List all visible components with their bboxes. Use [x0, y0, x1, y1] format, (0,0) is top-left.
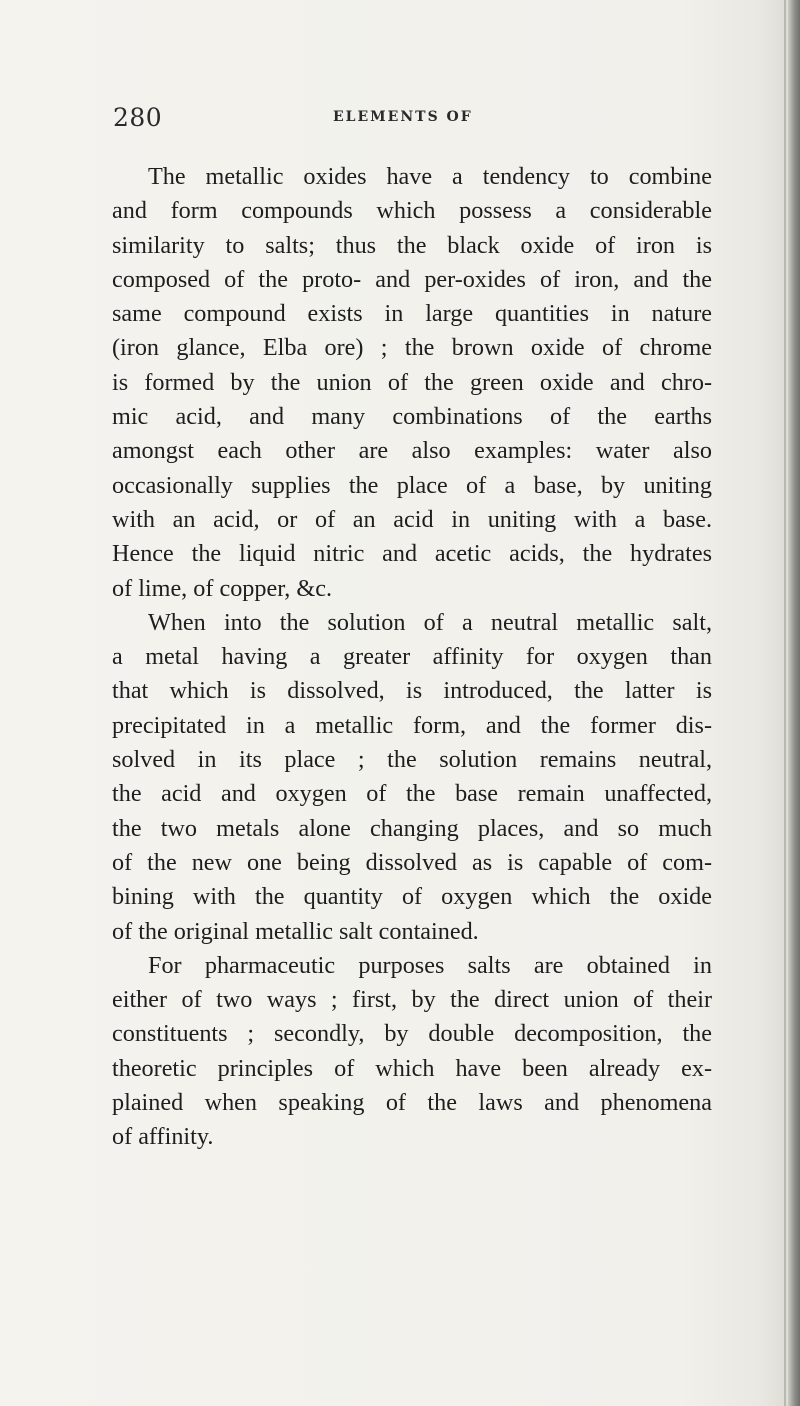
text-line: (iron glance, Elba ore) ; the brown oxide of chrome	[112, 334, 712, 362]
text-line: theoretic principles of which have been already ex-	[112, 1054, 712, 1082]
text-line: The metallic oxides have a tendency to combine	[148, 163, 712, 190]
book-binding-edge	[788, 0, 800, 1406]
text-line: occasionally supplies the place of a base, by uniting	[112, 471, 712, 499]
text-line: the acid and oxygen of the base remain unaffected,	[112, 780, 712, 808]
text-line: bining with the quantity of oxygen which the oxide	[112, 883, 712, 911]
text-line: of the new one being dissolved as is capable of com-	[112, 848, 712, 876]
body-text	[112, 160, 712, 1155]
page-header	[113, 103, 713, 143]
text-line: is formed by the union of the green oxide and chro-	[112, 368, 712, 396]
text-line: with an acid, or of an acid in uniting with a base.	[112, 505, 712, 533]
text-line: Hence the liquid nitric and acetic acids, the hydrates	[112, 540, 712, 568]
text-line: same compound exists in large quantities in nature	[112, 300, 712, 328]
text-line: and form compounds which possess a considerable	[112, 197, 712, 225]
text-line: constituents ; secondly, by double decomposition, the	[112, 1020, 712, 1048]
text-line: When into the solution of a neutral metallic salt,	[148, 608, 712, 636]
text-line: solved in its place ; the solution remains neutral,	[112, 746, 712, 774]
paragraph-2	[112, 606, 712, 949]
text-line: For pharmaceutic purposes salts are obtained in	[148, 951, 712, 979]
text-line: a metal having a greater affinity for oxygen than	[112, 643, 712, 671]
text-line: of affinity.	[112, 1123, 214, 1151]
page-edge-line	[784, 0, 786, 1406]
running-head: ELEMENTS OF	[333, 109, 473, 125]
text-line: that which is dissolved, is introduced, the latter is	[112, 677, 712, 705]
text-line: either of two ways ; first, by the direct union of their	[112, 986, 712, 1014]
text-line: composed of the proto- and per-oxides of iron, and the	[112, 265, 712, 293]
text-line: amongst each other are also examples: water also	[112, 437, 712, 465]
page-number: 280	[113, 103, 163, 132]
text-line: mic acid, and many combinations of the earths	[112, 403, 712, 431]
text-line: of lime, of copper, &c.	[112, 574, 333, 602]
text-line: precipitated in a metallic form, and the former dis-	[112, 711, 712, 739]
paragraph-3	[112, 949, 712, 1155]
text-line: plained when speaking of the laws and phenomena	[112, 1089, 712, 1117]
text-line: of the original metallic salt contained.	[112, 917, 479, 945]
text-line: the two metals alone changing places, and so much	[112, 814, 712, 842]
text-line: similarity to salts; thus the black oxide of iron is	[112, 231, 712, 259]
paragraph-1	[112, 160, 712, 606]
